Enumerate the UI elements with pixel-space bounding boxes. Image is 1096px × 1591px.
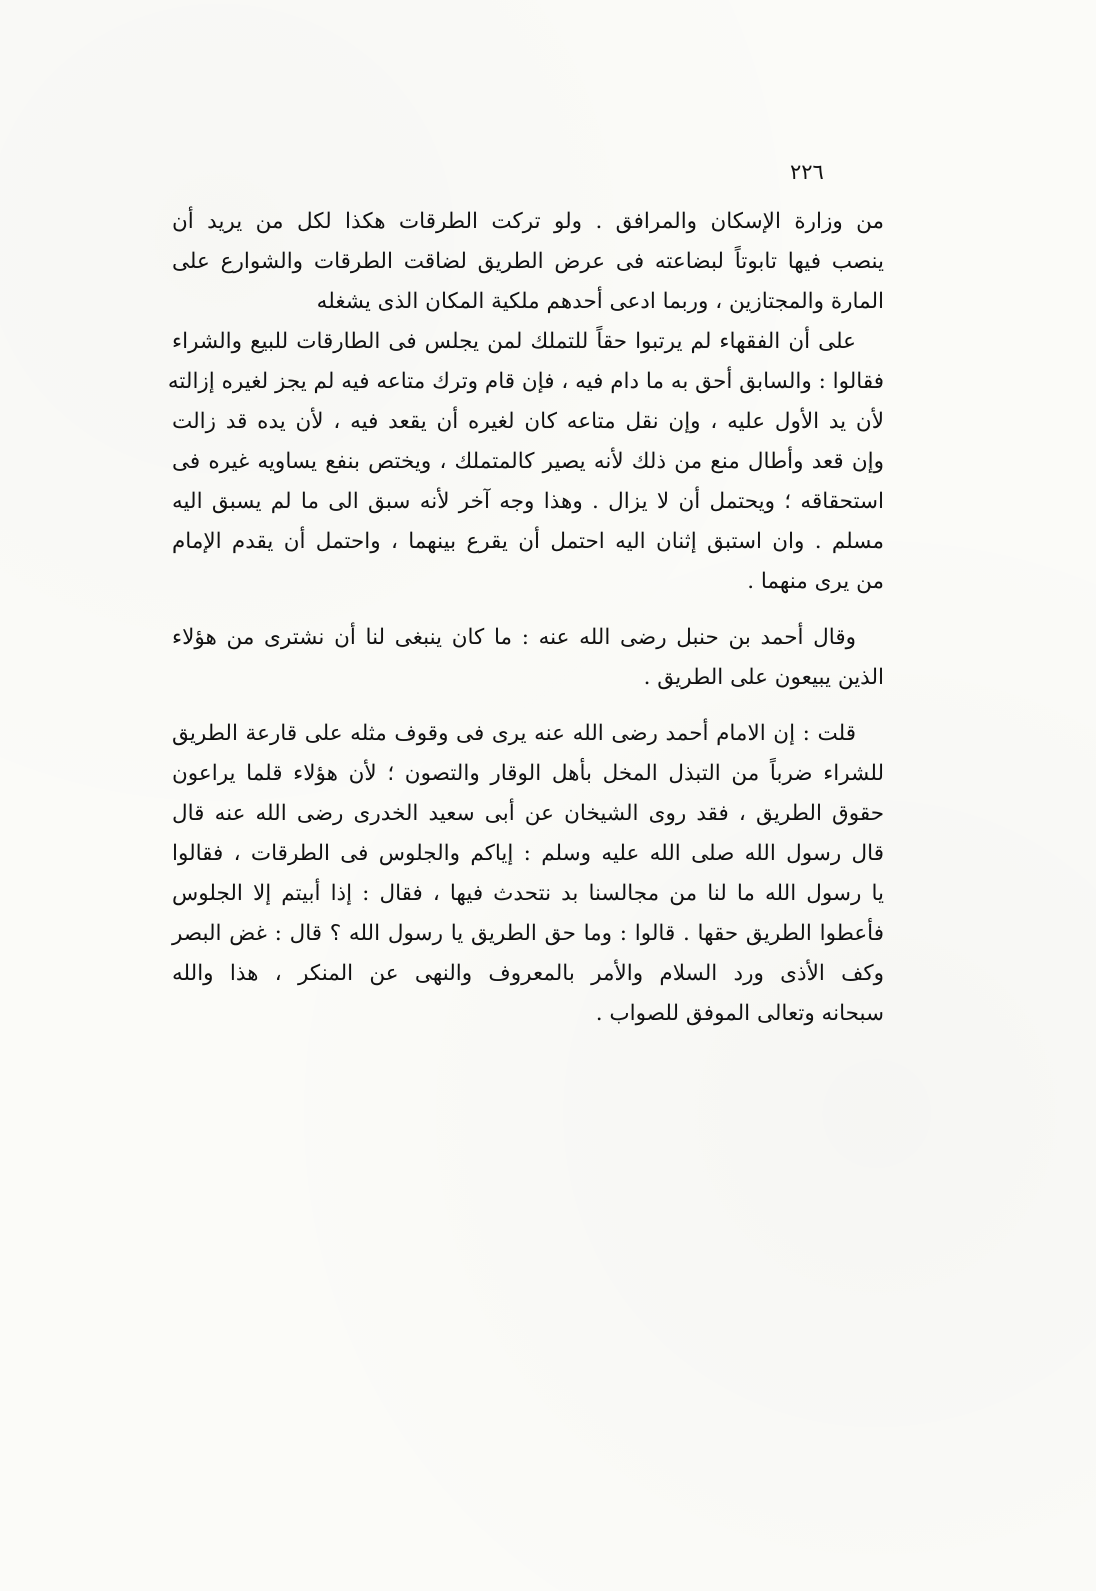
paragraph-3 [172, 618, 884, 698]
text-line: وإن قعد وأطال منع من ذلك لأنه يصير كالمتملك ، ويختص بنفع يساويه غيره فى [172, 449, 884, 474]
text-line: قلت : إن الامام أحمد رضى الله عنه يرى فى وقوف مثله على قارعة الطريق [172, 721, 856, 746]
body-text [167, 202, 884, 1034]
text-line: استحقاقه ؛ ويحتمل أن لا يزال . وهذا وجه آخر لأنه سبق الى ما لم يسبق اليه [172, 489, 884, 514]
paragraph-2 [167, 322, 884, 602]
text-line: وكف الأذى ورد السلام والأمر بالمعروف والنهى عن المنكر ، هذا والله [172, 961, 884, 986]
text-line: سبحانه وتعالى الموفق للصواب . [595, 1001, 884, 1026]
text-line: مسلم . وان استبق إثنان اليه احتمل أن يقرع بينهما ، واحتمل أن يقدم الإمام [172, 529, 884, 554]
page-number: ٢٢٦ [790, 160, 824, 184]
text-line: قال رسول الله صلى الله عليه وسلم : إياكم والجلوس فى الطرقات ، فقالوا [172, 841, 884, 866]
text-line: المارة والمجتازين ، وربما ادعى أحدهم ملكية المكان الذى يشغله [316, 289, 884, 314]
text-line: من يرى منهما . [747, 569, 884, 594]
text-line: فقالوا : والسابق أحق به ما دام فيه ، فإن قام وترك متاعه فيه لم يجز لغيره إزالته [167, 369, 884, 394]
text-line: ينصب فيها تابوتاً لبضاعته فى عرض الطريق لضاقت الطرقات والشوارع على [172, 249, 884, 274]
text-line: على أن الفقهاء لم يرتبوا حقاً للتملك لمن يجلس فى الطارقات للبيع والشراء [172, 329, 856, 354]
text-line: فأعطوا الطريق حقها . قالوا : وما حق الطريق يا رسول الله ؟ قال : غض البصر [172, 921, 884, 946]
text-line: يا رسول الله ما لنا من مجالسنا بد نتحدث فيها ، فقال : إذا أبيتم إلا الجلوس [172, 881, 884, 906]
text-line: للشراء ضرباً من التبذل المخل بأهل الوقار والتصون ؛ لأن هؤلاء قلما يراعون [172, 761, 884, 786]
text-line: من وزارة الإسكان والمرافق . ولو تركت الطرقات هكذا لكل من يريد أن [172, 209, 884, 234]
text-line: الذين يبيعون على الطريق . [643, 665, 884, 690]
paragraph-1 [172, 202, 884, 322]
paragraph-4 [172, 714, 884, 1034]
text-line: حقوق الطريق ، فقد روى الشيخان عن أبى سعيد الخدرى رضى الله عنه قال [172, 801, 884, 826]
text-line: وقال أحمد بن حنبل رضى الله عنه : ما كان ينبغى لنا أن نشترى من هؤلاء [172, 625, 856, 650]
text-line: لأن يد الأول عليه ، وإن نقل متاعه كان لغيره أن يقعد فيه ، لأن يده قد زالت [172, 409, 884, 434]
